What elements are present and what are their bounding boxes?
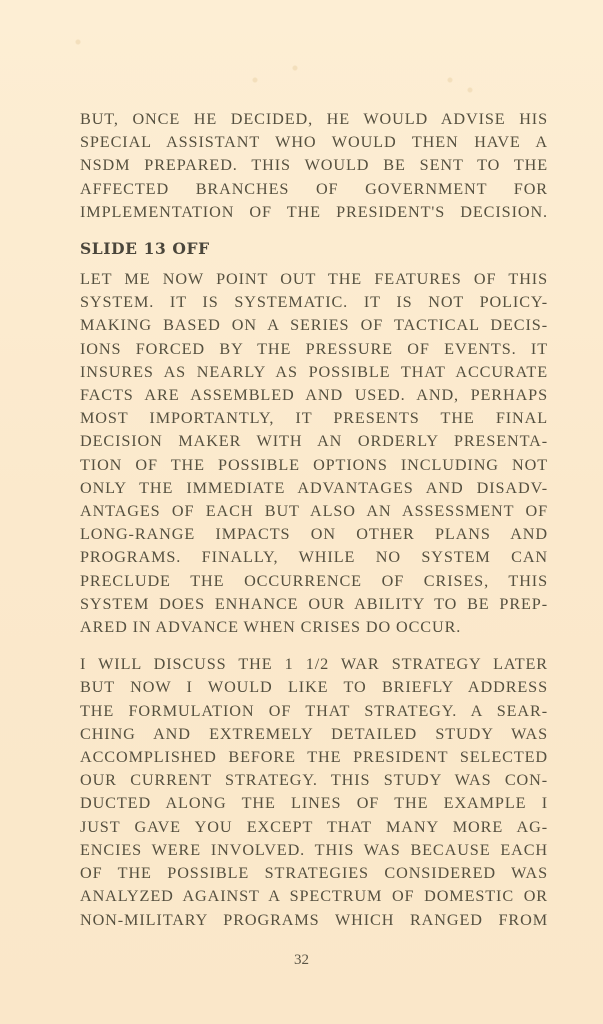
text-line: PROGRAMS. FINALLY, WHILE NO SYSTEM CAN: [80, 548, 548, 567]
text-line: MOST IMPORTANTLY, IT PRESENTS THE FINAL: [80, 409, 548, 428]
text-line: ONLY THE IMMEDIATE ADVANTAGES AND DISADV-: [80, 478, 548, 497]
text-line: FACTS ARE ASSEMBLED AND USED. AND, PERHAPS: [80, 386, 548, 405]
text-line: ANTAGES OF EACH BUT ALSO AN ASSESSMENT OF: [80, 502, 548, 521]
text-line: LET ME NOW POINT OUT THE FEATURES OF THIS: [80, 270, 548, 289]
text-line: NON-MILITARY PROGRAMS WHICH RANGED FROM: [80, 910, 548, 929]
paragraph-system-features: [80, 268, 548, 639]
page-number: 32: [294, 952, 309, 968]
text-line: MAKING BASED ON A SERIES OF TACTICAL DECIS-: [80, 316, 548, 335]
text-line: ANALYZED AGAINST A SPECTRUM OF DOMESTIC OR: [80, 887, 548, 906]
text-line: TION OF THE POSSIBLE OPTIONS INCLUDING NOT: [80, 455, 548, 474]
text-line: OUR CURRENT STRATEGY. THIS STUDY WAS CON-: [80, 771, 548, 790]
paragraph-nsdm: [80, 108, 548, 224]
text-line: PRECLUDE THE OCCURRENCE OF CRISES, THIS: [80, 571, 548, 590]
text-line: BUT, ONCE HE DECIDED, HE WOULD ADVISE HIS: [80, 110, 548, 128]
text-line: SPECIAL ASSISTANT WHO WOULD THEN HAVE A: [80, 133, 548, 152]
text-line: I WILL DISCUSS THE 1 1/2 WAR STRATEGY LATER: [80, 655, 548, 674]
paragraph-war-strategy: [80, 653, 548, 931]
text-line: JUST GAVE YOU EXCEPT THAT MANY MORE AG-: [80, 817, 548, 836]
text-line: BUT NOW I WOULD LIKE TO BRIEFLY ADDRESS: [80, 678, 548, 697]
text-line: SYSTEM DOES ENHANCE OUR ABILITY TO BE PREP-: [80, 594, 548, 613]
text-line: IONS FORCED BY THE PRESSURE OF EVENTS. IT: [80, 339, 548, 358]
text-line: ARED IN ADVANCE WHEN CRISES DO OCCUR.: [80, 618, 462, 637]
text-line: OF THE POSSIBLE STRATEGIES CONSIDERED WAS: [80, 864, 548, 883]
text-line: THE FORMULATION OF THAT STRATEGY. A SEAR-: [80, 701, 548, 720]
document-page: [80, 108, 548, 932]
text-line: DECISION MAKER WITH AN ORDERLY PRESENTA-: [80, 432, 548, 451]
text-line: IMPLEMENTATION OF THE PRESIDENT'S DECISION.: [80, 202, 548, 221]
text-line: ACCOMPLISHED BEFORE THE PRESIDENT SELECTED: [80, 748, 548, 767]
text-line: AFFECTED BRANCHES OF GOVERNMENT FOR: [80, 179, 548, 198]
text-line: SYSTEM. IT IS SYSTEMATIC. IT IS NOT POLICY-: [80, 293, 548, 312]
text-line: CHING AND EXTREMELY DETAILED STUDY WAS: [80, 724, 548, 743]
text-line: INSURES AS NEARLY AS POSSIBLE THAT ACCURATE: [80, 362, 548, 381]
section-heading-slide-13-off: SLIDE 13 OFF: [80, 239, 210, 259]
text-line: DUCTED ALONG THE LINES OF THE EXAMPLE I: [80, 794, 548, 813]
text-line: NSDM PREPARED. THIS WOULD BE SENT TO THE: [80, 156, 548, 175]
text-line: ENCIES WERE INVOLVED. THIS WAS BECAUSE EACH: [80, 840, 548, 859]
text-line: LONG-RANGE IMPACTS ON OTHER PLANS AND: [80, 525, 548, 544]
